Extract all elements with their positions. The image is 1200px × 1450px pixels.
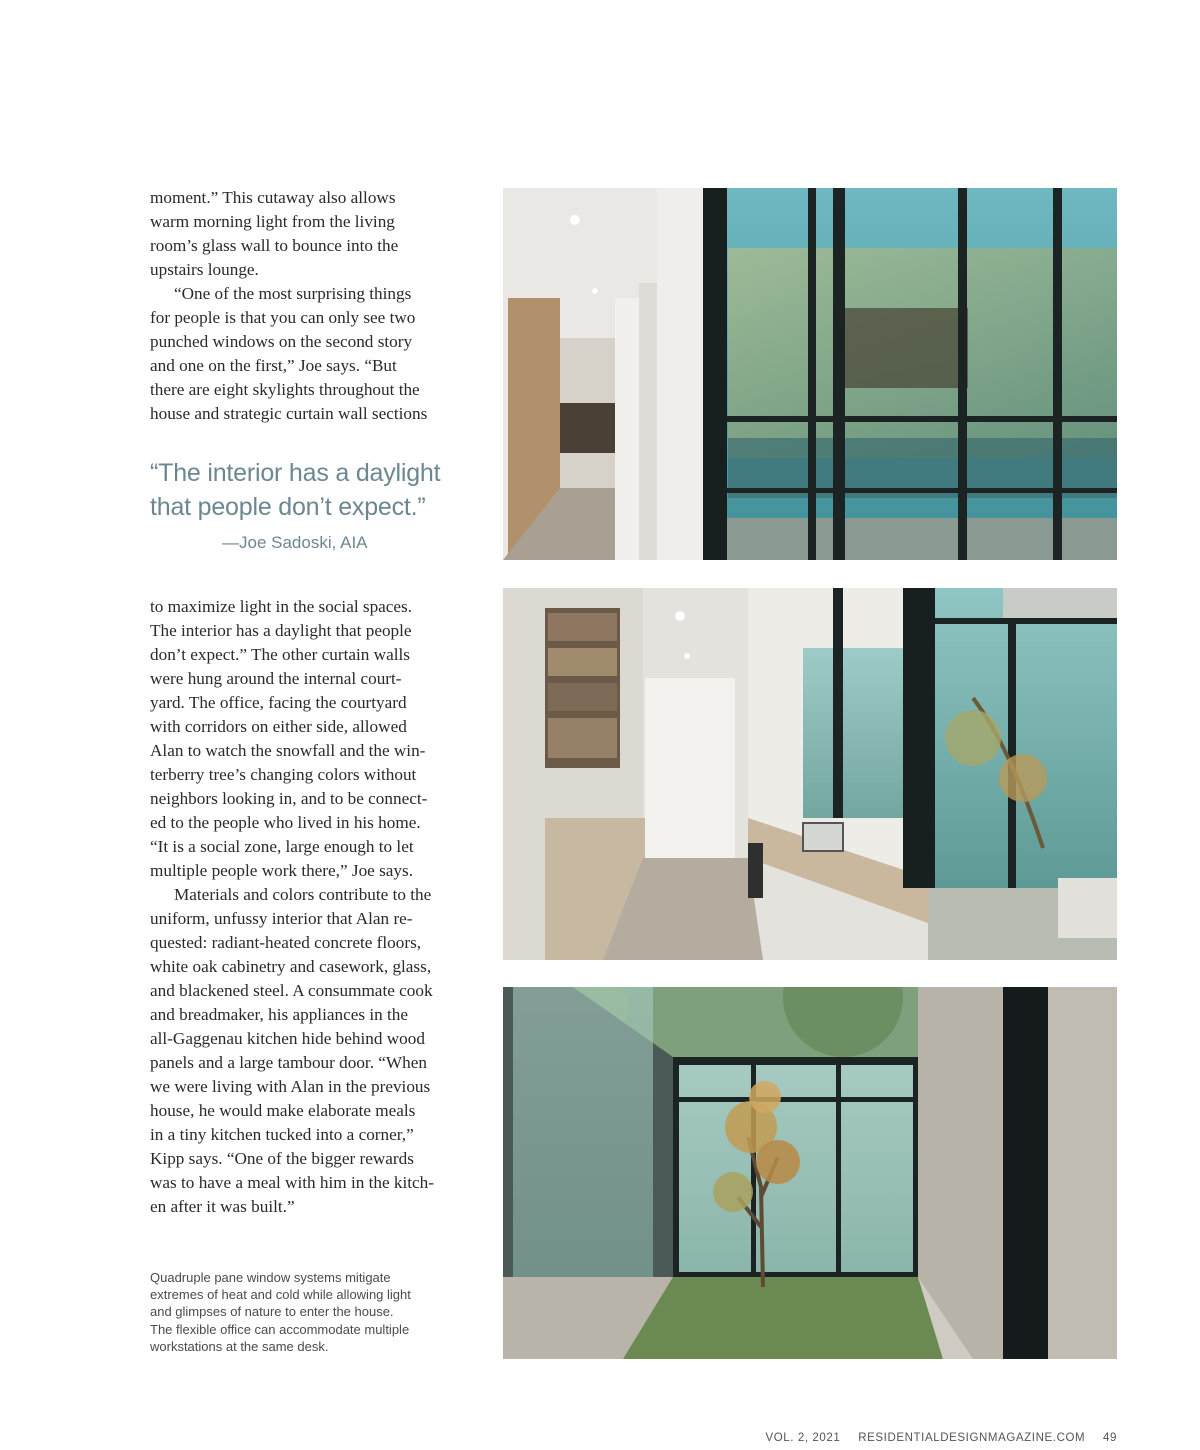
- body-text-line: don’t expect.” The other curtain walls: [150, 645, 410, 664]
- body-text-line: was to have a meal with him in the kitch-: [150, 1173, 434, 1192]
- body-text-line: Alan to watch the snowfall and the win-: [150, 741, 426, 760]
- body-text-line: quested: radiant-heated concrete floors,: [150, 933, 422, 952]
- body-text-line: uniform, unfussy interior that Alan re-: [150, 909, 413, 928]
- body-text-line: ed to the people who lived in his home.: [150, 813, 421, 832]
- body-text-line: room’s glass wall to bounce into the: [150, 236, 399, 255]
- body-text-line: upstairs lounge.: [150, 260, 259, 279]
- body-text-line: warm morning light from the living: [150, 212, 395, 231]
- photo-caption: [150, 1269, 470, 1355]
- body-text-line: Materials and colors contribute to the: [174, 885, 432, 904]
- body-column-bottom: [150, 595, 455, 1219]
- footer-page-number: 49: [1103, 1432, 1117, 1444]
- body-text-line: Kipp says. “One of the bigger rewards: [150, 1149, 414, 1168]
- body-text-line: in a tiny kitchen tucked into a corner,”: [150, 1125, 414, 1144]
- body-text-line: and blackened steel. A consummate cook: [150, 981, 433, 1000]
- body-text-line: panels and a large tambour door. “When: [150, 1053, 427, 1072]
- body-text-line: and breadmaker, his appliances in the: [150, 1005, 408, 1024]
- caption-line: Quadruple pane window systems mitigate: [150, 1270, 391, 1285]
- photo-hallway-glass-office: [503, 188, 1117, 560]
- body-text-line: were hung around the internal court-: [150, 669, 402, 688]
- body-text-line: neighbors looking in, and to be connect-: [150, 789, 428, 808]
- body-text-line: there are eight skylights throughout the: [150, 380, 420, 399]
- photo-courtyard-tree-image: [503, 987, 1117, 1359]
- pull-quote: [150, 456, 470, 554]
- body-text-line: punched windows on the second story: [150, 332, 413, 351]
- body-text-line: house and strategic curtain wall sections: [150, 404, 428, 423]
- body-text-line: to maximize light in the social spaces.: [150, 597, 413, 616]
- pull-quote-text: [150, 456, 470, 524]
- caption-line: workstations at the same desk.: [150, 1338, 329, 1354]
- caption-line: extremes of heat and cold while allowing light: [150, 1287, 411, 1303]
- body-text-line: for people is that you can only see two: [150, 308, 416, 327]
- caption-line: The flexible office can accommodate multiple: [150, 1321, 410, 1337]
- body-text-line: terberry tree’s changing colors without: [150, 765, 417, 784]
- photo-hallway-glass-office-image: [503, 188, 1117, 560]
- caption-line: and glimpses of nature to enter the house.: [150, 1304, 394, 1320]
- body-text-line: “It is a social zone, large enough to let: [150, 837, 414, 856]
- body-text-line: white oak cabinetry and casework, glass,: [150, 957, 432, 976]
- photo-office-desk: [503, 588, 1117, 960]
- footer-volume: VOL. 2, 2021: [765, 1432, 841, 1444]
- photo-office-desk-image: [503, 588, 1117, 960]
- body-text-line: we were living with Alan in the previous: [150, 1077, 431, 1096]
- body-text-line: moment.” This cutaway also allows: [150, 188, 396, 207]
- body-text-line: house, he would make elaborate meals: [150, 1101, 416, 1120]
- body-text-line: The interior has a daylight that people: [150, 621, 412, 640]
- body-text-line: multiple people work there,” Joe says.: [150, 861, 413, 880]
- body-text-line: en after it was built.”: [150, 1197, 295, 1216]
- footer-site: RESIDENTIALDESIGNMAGAZINE.COM: [858, 1432, 1086, 1444]
- body-text-line: “One of the most surprising things: [174, 284, 412, 303]
- page-footer: [751, 1432, 1117, 1444]
- pull-quote-line: “The interior has a daylight: [150, 459, 441, 487]
- pull-quote-attribution: —Joe Sadoski, AIA: [222, 533, 368, 552]
- body-text-line: all-Gaggenau kitchen hide behind wood: [150, 1029, 425, 1048]
- body-text-line: with corridors on either side, allowed: [150, 717, 407, 736]
- pull-quote-line: that people don’t expect.”: [150, 493, 426, 521]
- body-column-top: [150, 186, 455, 426]
- body-text-line: yard. The office, facing the courtyard: [150, 693, 407, 712]
- photo-courtyard-tree: [503, 987, 1117, 1359]
- body-text-line: and one on the first,” Joe says. “But: [150, 356, 397, 375]
